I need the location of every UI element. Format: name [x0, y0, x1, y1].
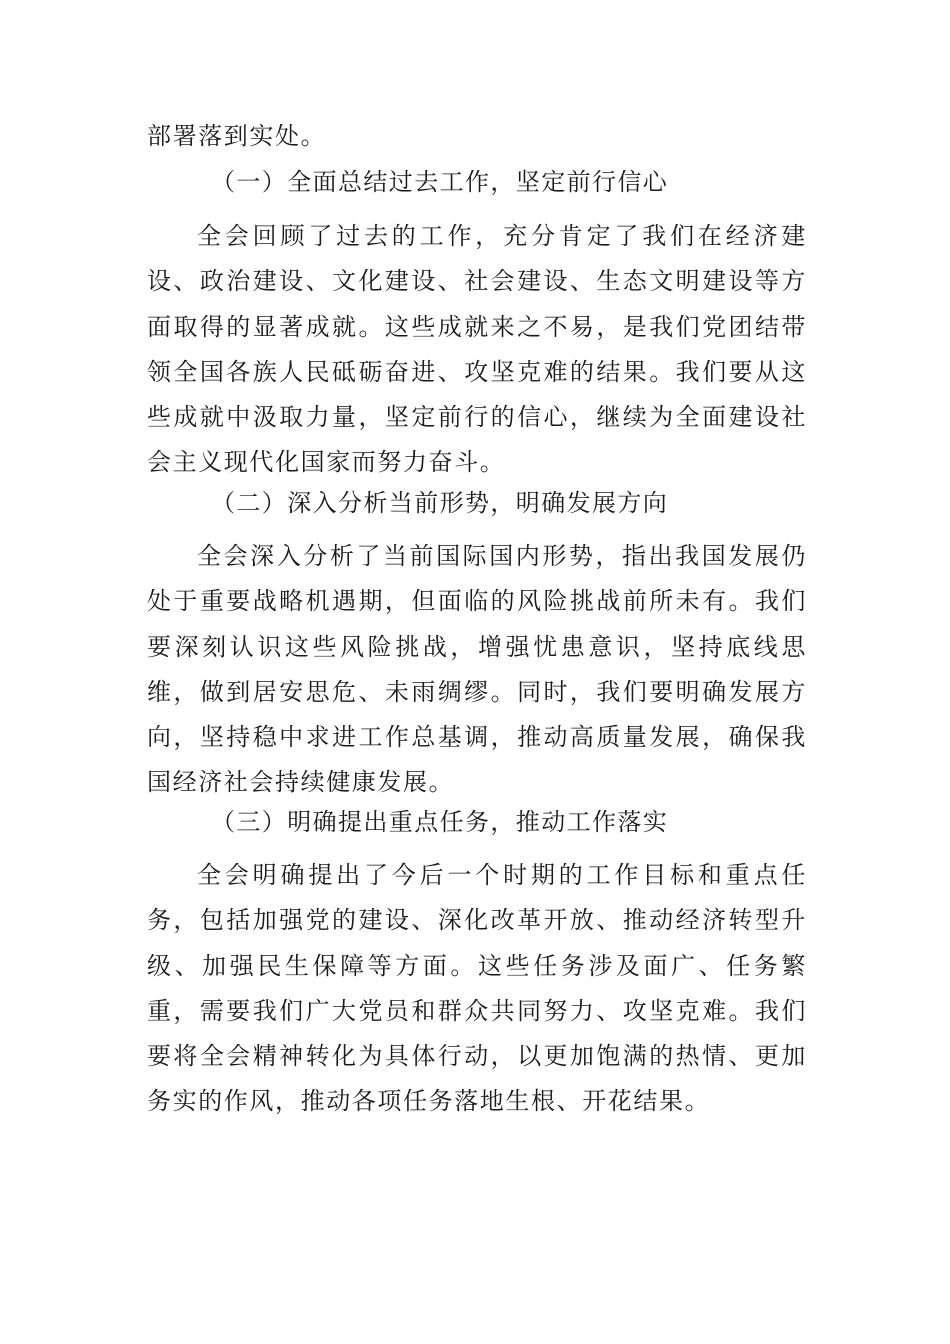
- section-paragraph-2: 全会深入分析了当前国际国内形势，指出我国发展仍处于重要战略机遇期，但面临的风险挑战前所未有。我们要深刻认识这些风险挑战，增强忧患意识，坚持底线思维，做到居安思危、未雨绸缪。同时，我们要明确发展方向，坚持稳中求进工作总基调，推动高质量发展，确保我国经济社会持续健康发展。: [147, 542, 807, 797]
- section-paragraph-3: 全会明确提出了今后一个时期的工作目标和重点任务，包括加强党的建设、深化改革开放、推动经济转型升级、加强民生保障等方面。这些任务涉及面广、任务繁重，需要我们广大党员和群众共同努力、攻坚克难。我们要将全会精神转化为具体行动，以更加饱满的热情、更加务实的作风，推动各项任务落地生根、开花结果。: [147, 861, 807, 1116]
- section-paragraph-1: 全会回顾了过去的工作，充分肯定了我们在经济建设、政治建设、文化建设、社会建设、生态文明建设等方面取得的显著成就。这些成就来之不易，是我们党团结带领全国各族人民砥砺奋进、攻坚克难的结果。我们要从这些成就中汲取力量，坚定前行的信心，继续为全面建设社会主义现代化国家而努力奋斗。: [147, 222, 807, 477]
- section-heading-3: （三）明确提出重点任务，推动工作落实: [211, 808, 669, 836]
- section-heading-2: （二）深入分析当前形势，明确发展方向: [211, 489, 669, 517]
- continuation-text: 部署落到实处。: [147, 122, 327, 150]
- section-heading-1: （一）全面总结过去工作，坚定前行信心: [211, 168, 669, 196]
